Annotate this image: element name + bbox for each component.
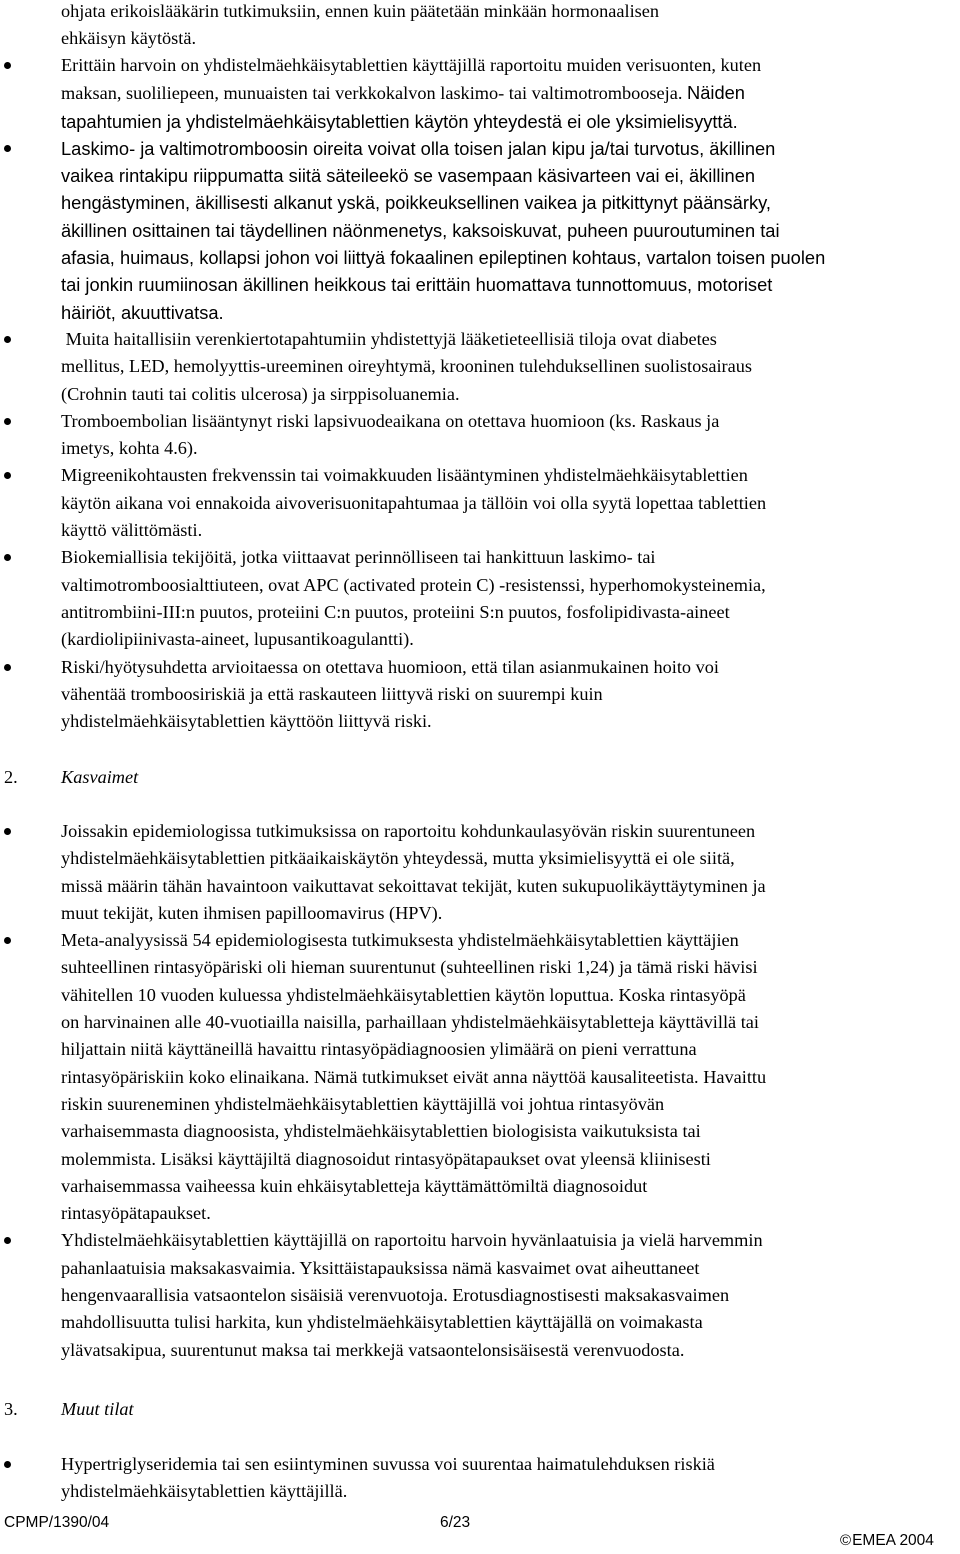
bullet-list-tumours bbox=[0, 818, 960, 1364]
bullet-icon bbox=[4, 1237, 11, 1244]
continuation-line: ohjata erikoislääkärin tutkimuksiin, ennen kuin päätetään minkään hormonaalisen bbox=[61, 1, 660, 21]
section-title: Muut tilat bbox=[61, 1399, 134, 1419]
section-number: 2. bbox=[4, 767, 18, 787]
copyright-icon: © bbox=[840, 1532, 852, 1549]
bullet-icon bbox=[4, 472, 11, 479]
bullet-icon bbox=[4, 554, 11, 561]
bullet-icon bbox=[4, 62, 11, 69]
continuation-line: ehkäisyn käytöstä. bbox=[61, 28, 197, 49]
bullet-icon bbox=[4, 937, 11, 944]
footer-page-number: 6/23 bbox=[440, 1514, 471, 1531]
section-heading-other-conditions bbox=[4, 1396, 134, 1423]
bullet-list-other bbox=[0, 1451, 960, 1506]
bullet-icon bbox=[4, 336, 11, 343]
bullet-icon bbox=[4, 1461, 11, 1468]
section-number: 3. bbox=[4, 1399, 18, 1419]
section-heading-tumours bbox=[4, 764, 138, 791]
list-item: Meta-analyysissä 54 epidemiologisesta tutkimuksesta yhdistelmäehkäisytablettien käyttäjien suhteellinen rintasyöpäriski oli hieman suurentunut (suhteellinen riski 1,24) ja tämä riski hävisi vähitellen 10 vuoden kuluessa yhdistelmäehkäisytablettien käytön loputtua. Koska rintasyöpä on harvinainen alle 40-vuotiailla naisilla, parhaillaan yhdistelmäehkäisytabletteja käyttävillä tai hiljattain niitä käyttäneillä havaittu rintasyöpädiagnoosien ylimäärä on pieni verrattuna rintasyöpäriskiin koko elinaikana. Nämä tutkimukset eivät anna näyttöä kausaliteetista. Havaittu riskin suureneminen yhdistelmäehkäisytablettien käyttäjillä voi johtua rintasyövän varhaisemmasta diagnoosista, yhdistelmäehkäisytablettien biologisista vaikutuksista tai molemmista. Lisäksi käyttäjiltä diagnosoidut rintasyöpätapaukset ovat yleensä kliinisesti varhaisemmassa vaiheessa kuin ehkäisytabletteja käyttämättömiltä diagnosoidut rintasyöpätapaukset. bbox=[0, 927, 960, 1227]
list-item: Laskimo- ja valtimotromboosin oireita voivat olla toisen jalan kipu ja/tai turvotus, äkillinen vaikea rintakipu riippumatta siitä säteileekö se vasempaan käsivarteen vai ei, äkillinen hengästyminen, äkillisesti alkanut yskä, poikkeuksellinen vaikea ja pitkittynyt päänsärky, äkillinen osittainen tai täydellinen näönmenetys, kaksoiskuvat, puheen puuroutuminen tai afasia, huimaus, kollapsi johon voi liittyä fokaalinen epileptinen kohtaus, vartalon toisen puolen tai jonkin ruumiinosan äkillinen heikkous tai erittäin huomattava tunnottomuus, motoriset häiriöt, akuuttivatsa. bbox=[0, 135, 960, 326]
list-item: Muita haitallisiin verenkiertotapahtumiin yhdistettyjä lääketieteellisiä tiloja ovat diabetes mellitus, LED, hemolyyttis-ureeminen oireyhtymä, krooninen tulehduksellinen suolistosairaus (Crohnin tauti tai colitis ulcerosa) ja sirppisoluanemia. bbox=[0, 326, 960, 408]
bullet-icon bbox=[4, 828, 11, 835]
list-item: Tromboembolian lisääntynyt riski lapsivuodeaikana on otettava huomioon (ks. Raskaus ja imetys, kohta 4.6). bbox=[0, 408, 960, 463]
list-item: Joissakin epidemiologissa tutkimuksissa on raportoitu kohdunkaulasyövän riskin suurentuneen yhdistelmäehkäisytablettien pitkäaikaiskäytön yhteydessä, mutta yksimielisyyttä ei ole siitä, missä määrin tähän havaintoon vaikuttavat sekoittavat tekijät, kuten sukupuolikäyttäytyminen ja muut tekijät, kuten ihmisen papilloomavirus (HPV). bbox=[0, 818, 960, 927]
list-item: Hypertriglyseridemia tai sen esiintyminen suvussa voi suurentaa haimatulehduksen riskiä yhdistelmäehkäisytablettien käyttäjillä. bbox=[0, 1451, 960, 1506]
list-item: Yhdistelmäehkäisytablettien käyttäjillä on raportoitu harvoin hyvänlaatuisia ja vielä harvemmin pahanlaatuisia maksakasvaimia. Yksittäistapauksissa nämä kasvaimet ovat aiheuttaneet hengenvaarallisia vatsaontelon sisäisiä verenvuotoja. Erotusdiagnostisesti maksakasvaimen mahdollisuutta tulisi harkita, kun yhdistelmäehkäisytablettien käyttäjällä on voimakasta ylävatsakipua, suurentunut maksa tai merkkejä vatsaontelonsisäisestä verenvuodosta. bbox=[0, 1227, 960, 1363]
bullet-icon bbox=[4, 664, 11, 671]
footer-copyright: ©EMEA 2004 bbox=[840, 1532, 934, 1549]
section-title: Kasvaimet bbox=[61, 767, 139, 787]
footer-doc-ref: CPMP/1390/04 bbox=[4, 1514, 110, 1531]
bullet-list-thrombosis bbox=[0, 52, 960, 735]
bullet-icon bbox=[4, 418, 11, 425]
list-item: Migreenikohtausten frekvenssin tai voimakkuuden lisääntyminen yhdistelmäehkäisytablettien käytön aikana voi ennakoida aivoverisuonitapahtumaa ja tällöin voi olla syytä lopettaa tablettien käyttö välittömästi. bbox=[0, 462, 960, 544]
list-item: Biokemiallisia tekijöitä, jotka viittaavat perinnölliseen tai hankittuun laskimo- tai valtimotromboosialttiuteen, ovat APC (activated protein C) -resistenssi, hyperhomokysteinemia, antitrombiini-III:n puutos, proteiini C:n puutos, proteiini S:n puutos, fosfolipidivasta-aineet (kardiolipiinivasta-aineet, lupusantikoagulantti). bbox=[0, 544, 960, 653]
bullet-icon bbox=[4, 145, 11, 152]
continuation-text bbox=[61, 0, 960, 53]
list-item: Erittäin harvoin on yhdistelmäehkäisytablettien käyttäjillä raportoitu muiden verisuonten, kuten maksan, suoliliepeen, munuaisten tai verkkokalvon laskimo- tai valtimotrombooseja. Näiden tapahtumien ja yhdistelmäehkäisytablettien käytön yhteydestä ei ole yksimielisyyttä. bbox=[0, 52, 960, 135]
list-item: Riski/hyötysuhdetta arvioitaessa on otettava huomioon, että tilan asianmukainen hoito voi vähentää tromboosiriskiä ja että raskauteen liittyvä riski on suurempi kuin yhdistelmäehkäisytablettien käyttöön liittyvä riski. bbox=[0, 654, 960, 736]
